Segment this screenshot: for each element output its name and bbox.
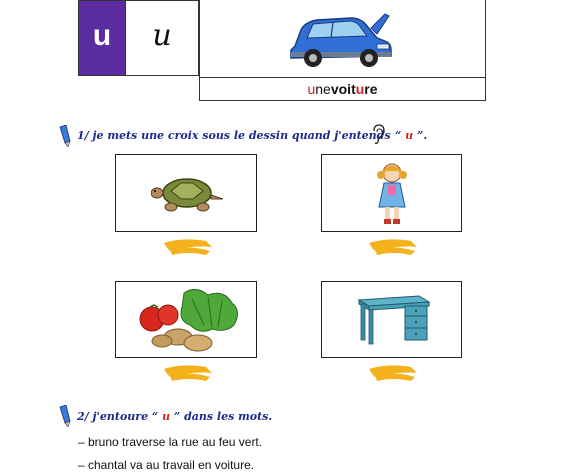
word-part-ne: ne [315,81,331,97]
quote-close: ”. [417,129,428,142]
pencil-icon [57,125,71,147]
example-word [199,77,486,101]
desk-box [321,281,462,358]
letter-header-table [78,0,486,101]
exercise-2-number: 2/ [77,410,89,423]
doll-picture [375,161,409,227]
turtle-picture [151,173,225,213]
exercise-1-number: 1/ [77,129,89,142]
exercise-2-text-after: ” dans les mots. [173,410,273,423]
answer-mark-vegetables [162,363,214,383]
exercise-1-text: je mets une croix sous le dessin quand j'entends [92,129,391,142]
quote-open: “ [395,129,402,142]
target-letter: u [405,129,414,142]
sentence-1: – bruno traverse la rue au feu vert. [78,435,263,449]
doll-box [321,154,462,232]
word-part-u: u [307,81,316,97]
answer-mark-turtle [162,237,214,257]
word-part-re: re [364,81,378,97]
car-image-cell [199,0,486,77]
exercise-2-text-before: j'entoure “ [92,410,159,423]
turtle-box [115,154,257,232]
exercise-2-target: u [162,410,171,423]
sentence-2: – chantal va au travail en voiture. [78,458,255,472]
print-letter: u [92,19,112,52]
exercise-2-instruction [77,410,272,423]
answer-mark-desk [367,363,419,383]
vegetables-picture [134,285,244,355]
car-picture [285,8,395,72]
vegetables-box [115,281,257,358]
cursive-letter-cell [126,0,199,76]
desk-picture [355,294,431,348]
pencil-icon [57,405,71,427]
print-letter-cell [78,0,126,76]
exercise-1-instruction [77,129,391,142]
ear-icon [371,124,385,144]
word-part-u2: u [355,81,365,97]
exercise-1-target [395,129,427,142]
answer-mark-doll [367,237,419,257]
cursive-letter: u [152,17,172,53]
word-part-voit: voit [330,81,356,97]
